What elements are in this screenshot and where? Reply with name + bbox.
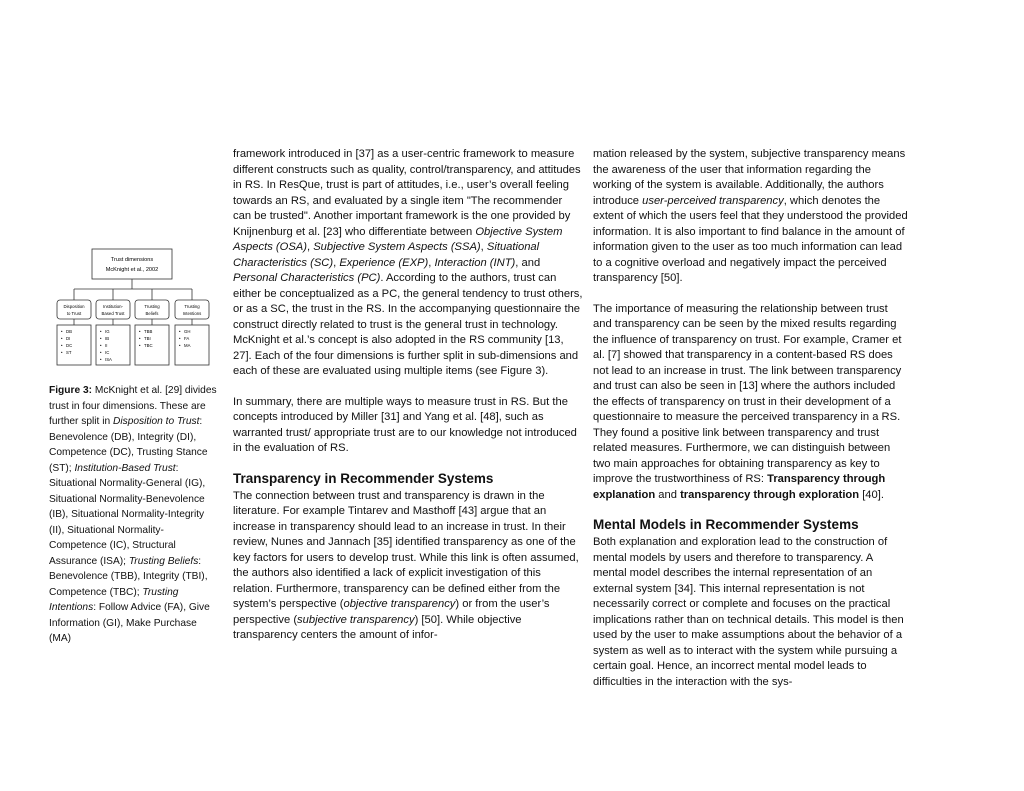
diagram-box-institution xyxy=(96,300,130,319)
diagram-box-disposition xyxy=(57,300,91,319)
diagram-box-label: Based Trust xyxy=(101,311,125,316)
diagram-box-label: Disposition xyxy=(63,304,85,309)
svg-text:•: • xyxy=(61,350,63,355)
section-heading: Transparency in Recommender Systems xyxy=(233,470,494,486)
paragraph: In summary, there are multiple ways to measure trust in RS. But the concepts introduced by Miller [31] and Yang et al. [48], such as warranted trust/ appropriate trust are to our knowledge not introduced in the evaluation of RS. xyxy=(233,395,577,454)
section-heading: Mental Models in Recommender Systems xyxy=(593,517,859,532)
svg-text:•: • xyxy=(179,343,181,348)
bold-term: transparency through exploration xyxy=(680,488,860,501)
paragraph: Both explanation and exploration lead to the construction of mental models by users and therefore to transparency. A mental model describes the internal representation of an external system [34]. This internal representation is not necessarily correct or complete and focuses on the practical implications rather than on technical details. This model is then used by the user to make assumptions about the behavior of a system as well as to interact with the system while pursuing a certain goal. Hence, an incorrect mental model leads to difficulties in the interaction with the sys- xyxy=(593,536,904,688)
diagram-box-beliefs xyxy=(135,300,169,319)
diagram-box-label: to Trust xyxy=(66,311,82,316)
figure-label: Figure 3: xyxy=(49,385,93,396)
text-run: , xyxy=(480,241,487,253)
diagram-list-item: IC xyxy=(105,350,110,355)
diagram-box-label: Intentions xyxy=(182,311,202,316)
diagram-root-box xyxy=(92,249,172,279)
term: Personal Characteristics (PC) xyxy=(233,272,381,284)
text-run: , which denotes the extent of which the users feel that they understood the provided information. It is also important to find balance in the amount of information given to the user as too much information can lead to a cognitive overload and negatively impact the perceived transparency [50]. xyxy=(593,194,908,284)
term: Objective System Aspects (OSA) xyxy=(233,225,563,253)
svg-text:•: • xyxy=(100,350,102,355)
diagram-list-item: TBC xyxy=(144,343,153,348)
diagram-list-item: DC xyxy=(66,343,73,348)
caption-text: : Benevolence (TBB), Integrity (TBI), Competence (TBC); xyxy=(49,555,208,598)
svg-text:•: • xyxy=(179,329,181,334)
caption-term: Trusting Beliefs xyxy=(128,555,199,567)
figure-3-diagram xyxy=(55,248,210,370)
diagram-list-item: TBI xyxy=(144,336,151,341)
diagram-list-item: GH xyxy=(184,329,191,334)
text-run: ) [50]. While objective transparency centers the amount of infor- xyxy=(233,613,522,641)
caption-text: McKnight et al. [29] divides trust in four dimensions. These are further split in xyxy=(49,385,217,427)
paragraph xyxy=(593,147,909,287)
caption-text: : Follow Advice (FA), Give Information (GI), Make Purchase (MA) xyxy=(49,602,210,644)
caption-term: Disposition to Trust xyxy=(112,416,200,427)
svg-text:•: • xyxy=(179,336,181,341)
diagram-connectors xyxy=(74,279,192,325)
text-run: . According to the authors, trust can either be conceptualized as a PC, the general tendency to trust others, or as a SC, the trust in the RS. In the accompanying questionnaire the construct directly related to trust is the general trust in technology. McKnight et al.’s concept is also adopted in the RS community [13, 27]. Each of the four dimensions is further split in sub-dimensions and each of these are evaluated using multiple items (see Figure 3). xyxy=(233,272,583,377)
diagram-root-title-2: McKnight et al., 2002 xyxy=(105,267,159,273)
term: user-perceived transparency xyxy=(642,194,784,207)
paragraph xyxy=(593,302,909,504)
text-run: [40]. xyxy=(859,488,884,501)
diagram-list-item: IB xyxy=(105,336,110,341)
text-run: framework introduced in [37] as a user-centric framework to measure different constructs such as quality, control/transparency, and attitudes in RS. In ResQue, trust is part of attitudes, i.e., user’s overall feeling towards an RS, and evaluated by a single item "The recommender can be trusted". Another important framework is the one provided by Knijnenburg et al. [23] who differentiate between xyxy=(233,148,581,238)
text-run: , and xyxy=(515,256,541,269)
diagram-list-item: TBB xyxy=(144,329,153,334)
caption-term: Trusting Intentions xyxy=(49,586,179,613)
paragraph xyxy=(233,489,583,644)
diagram-list-item: ISA xyxy=(105,357,112,362)
column-right xyxy=(593,147,909,690)
text-run: The importance of measuring the relationship between trust and transparency can be seen by the mixed results regarding the influence of transparency on trust. For example, Cramer et al. [7] showed that transparency in a content-based RS does not lead to an increase in trust. The link between transparency and trust can also be seen in [13] where the authors included the effects of transparency on trust in their development of a questionnaire to measure the perceived transparency in a RS. They found a positive link between transparency and trust related measures. Furthermore, we can distinguish between two main approaches for obtaining transparency as key to improve the trustworthiness of RS: xyxy=(593,302,902,485)
text-run: mation released by the system, subjective transparency means the awareness of the user that information regarding the working of the system is available. Additionally, the authors introduce xyxy=(593,148,906,207)
term: Situational Characteristics (SC) xyxy=(233,241,540,269)
bold-term: Transparency through explanation xyxy=(593,473,886,501)
term: subjective transparency xyxy=(297,613,415,626)
text-run: , xyxy=(428,256,435,269)
diagram-list-item: ST xyxy=(66,350,72,355)
diagram-box-label: Institution- xyxy=(103,304,123,309)
svg-text:•: • xyxy=(100,343,102,348)
figure-caption xyxy=(49,383,219,647)
term: Subjective System Aspects (SSA) xyxy=(313,241,481,253)
diagram-box-label: Trusting xyxy=(144,304,160,309)
svg-text:•: • xyxy=(100,336,102,341)
diagram-list-item: MA xyxy=(184,343,191,348)
diagram-list-item: IG xyxy=(105,329,110,334)
svg-text:•: • xyxy=(139,336,141,341)
svg-text:•: • xyxy=(100,329,102,334)
text-run: ) or from the user’s perspective ( xyxy=(233,598,550,626)
text-run: The connection between trust and transparency is drawn in the literature. For example Tintarev and Masthoff [43] argue that an increase in transparency should lead to an increase in trust. In their review, Nunes and Jannach [35] identified transparency as one of the key factors for users to develop trust. While this link is often assumed, the authors also identified a lack of explicit investigation of this relation. Furthermore, transparency can be defined either from the system’s perspective ( xyxy=(233,489,579,610)
caption-text: : Benevolence (DB), Integrity (DI), Competence (DC), Trusting Stance (ST); xyxy=(49,416,208,474)
diagram-box-intentions xyxy=(175,300,209,319)
svg-text:•: • xyxy=(139,343,141,348)
diagram-box-label: Trusting xyxy=(184,304,200,309)
term: objective transparency xyxy=(343,598,456,610)
term: Experience (EXP) xyxy=(339,256,429,269)
caption-term: Institution-Based Trust xyxy=(74,462,176,474)
svg-text:•: • xyxy=(61,336,63,341)
svg-text:•: • xyxy=(139,329,141,334)
text-run: and xyxy=(655,488,681,501)
text-run: , xyxy=(306,241,314,253)
diagram-root-title-1: Trust dimensions xyxy=(110,257,154,263)
diagram-list-item: DB xyxy=(66,329,72,334)
diagram-box-label: Beliefs xyxy=(145,311,159,316)
paragraph xyxy=(233,147,583,380)
term: Interaction (INT) xyxy=(434,256,516,269)
diagram-list-item: FA xyxy=(184,336,190,341)
svg-text:•: • xyxy=(61,329,63,334)
text-run: , xyxy=(333,256,340,269)
svg-text:•: • xyxy=(61,343,63,348)
diagram-list-item: DI xyxy=(66,336,71,341)
diagram-list-item: II xyxy=(105,343,108,348)
column-left xyxy=(233,147,583,644)
svg-text:•: • xyxy=(100,357,102,362)
caption-text: : Situational Normality-General (IG), Situational Normality-Benevolence (IB), Situational Normality-Integrity (II), Situational Normality-Competence (IC), Structural Assurance (ISA); xyxy=(49,462,206,567)
